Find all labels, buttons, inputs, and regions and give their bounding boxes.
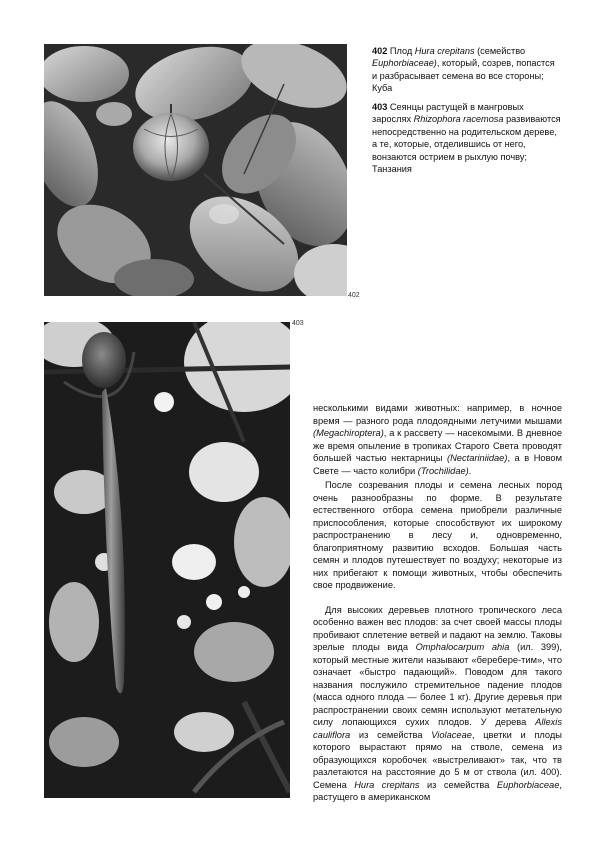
latin-term: Allexis cauliflora	[313, 717, 562, 740]
latin-term: Rhizophora racemosa	[413, 114, 504, 125]
text-run: .	[468, 465, 472, 476]
latin-term: Hura crepitans	[414, 46, 475, 56]
text-run: , который, созрев, попастся и разбрасывает семена во все стороны; Куба	[372, 58, 555, 94]
caption-402	[372, 45, 562, 95]
text-run: Сеянцы растущей в мангровых зарослях	[372, 102, 524, 125]
caption-403	[372, 101, 562, 175]
latin-term: (Megachiroptera)	[313, 428, 384, 438]
body-paragraph	[313, 604, 562, 804]
photo-rhizophora-seedling	[44, 322, 290, 798]
text-run: из семейства	[350, 729, 432, 740]
latin-term: Omphalocarpum ahia	[415, 642, 510, 652]
latin-term: Euphorbiaceae	[496, 779, 560, 790]
photo-hura-crepitans-fruit	[44, 44, 347, 296]
text-run: , цветки и плоды которого вырастают прямо на стволе, семена из образующихся коробочек «выстреливают» так, что тв разлетаются на расстояние до 5 м от ствола (ил. 400). Семена	[313, 729, 562, 790]
text-run: из семейства	[419, 779, 497, 790]
latin-term: Euphorbiaceae)	[372, 58, 437, 69]
text-run: , растущего в американском	[313, 779, 562, 802]
text-run: Для высоких деревьев плотного тропического леса особенно важен вес плодов: за счет своей массы плоды пробивают сплетение ветвей и падают на землю. Таковы зрелые плоды вида	[313, 604, 562, 652]
latin-term: Violaceae	[431, 729, 472, 740]
text-run: Плод	[387, 46, 415, 56]
body-text	[313, 402, 562, 804]
latin-term: (Trochilidae)	[417, 465, 469, 476]
plate-number-402: 402	[348, 292, 360, 299]
caption-number: 403	[372, 102, 388, 112]
body-paragraph	[313, 479, 562, 592]
text-run: После созревания плоды и семена лесных пород очень разнообразны по форме. В результате естественного отбора семена приобрели различные приспособления, которые способствуют их широкому распространению в лесу и, одновременно, благоприятному развитию всходов. Большая часть семян и плодов путешествует по воздуху; некоторые из них прибегают к помощи животных, чтобы обеспечить свое продвижение.	[313, 480, 562, 590]
text-run: , а к рассвету — насекомыми. В дневное же время опыление в тропиках Старого Света проводят большей частью нектарницы	[313, 428, 562, 463]
caption-number: 402	[372, 46, 388, 56]
body-paragraph	[313, 402, 562, 477]
text-run: несколькими видами животных: например, в ночное время — разного рода плодоядными летучими мышами	[313, 403, 562, 426]
text-run: , а в Новом Свете — часто колибри	[313, 453, 562, 476]
latin-term: Hura crepitans	[354, 779, 420, 790]
text-run: развиваются непосредственно на родительском дереве, а те, которые, отделившись от него, вонзаются острием в рыхлую почву; Танзания	[372, 114, 561, 175]
text-run: (семейство	[474, 46, 526, 56]
latin-term: (Nectariniidae)	[447, 453, 508, 463]
plate-number-403: 403	[292, 320, 304, 327]
text-run: (ил. 399), который местные жители называют «беребере-тим», что означает «быстро падающий». Поводом для такого названия послужило стремительное падение плодов (масса одного плода — более 1 кг). Другие деревья при распространении своих семян используют метательную силу лопающихся сухих плодов. У дерева	[313, 642, 563, 727]
